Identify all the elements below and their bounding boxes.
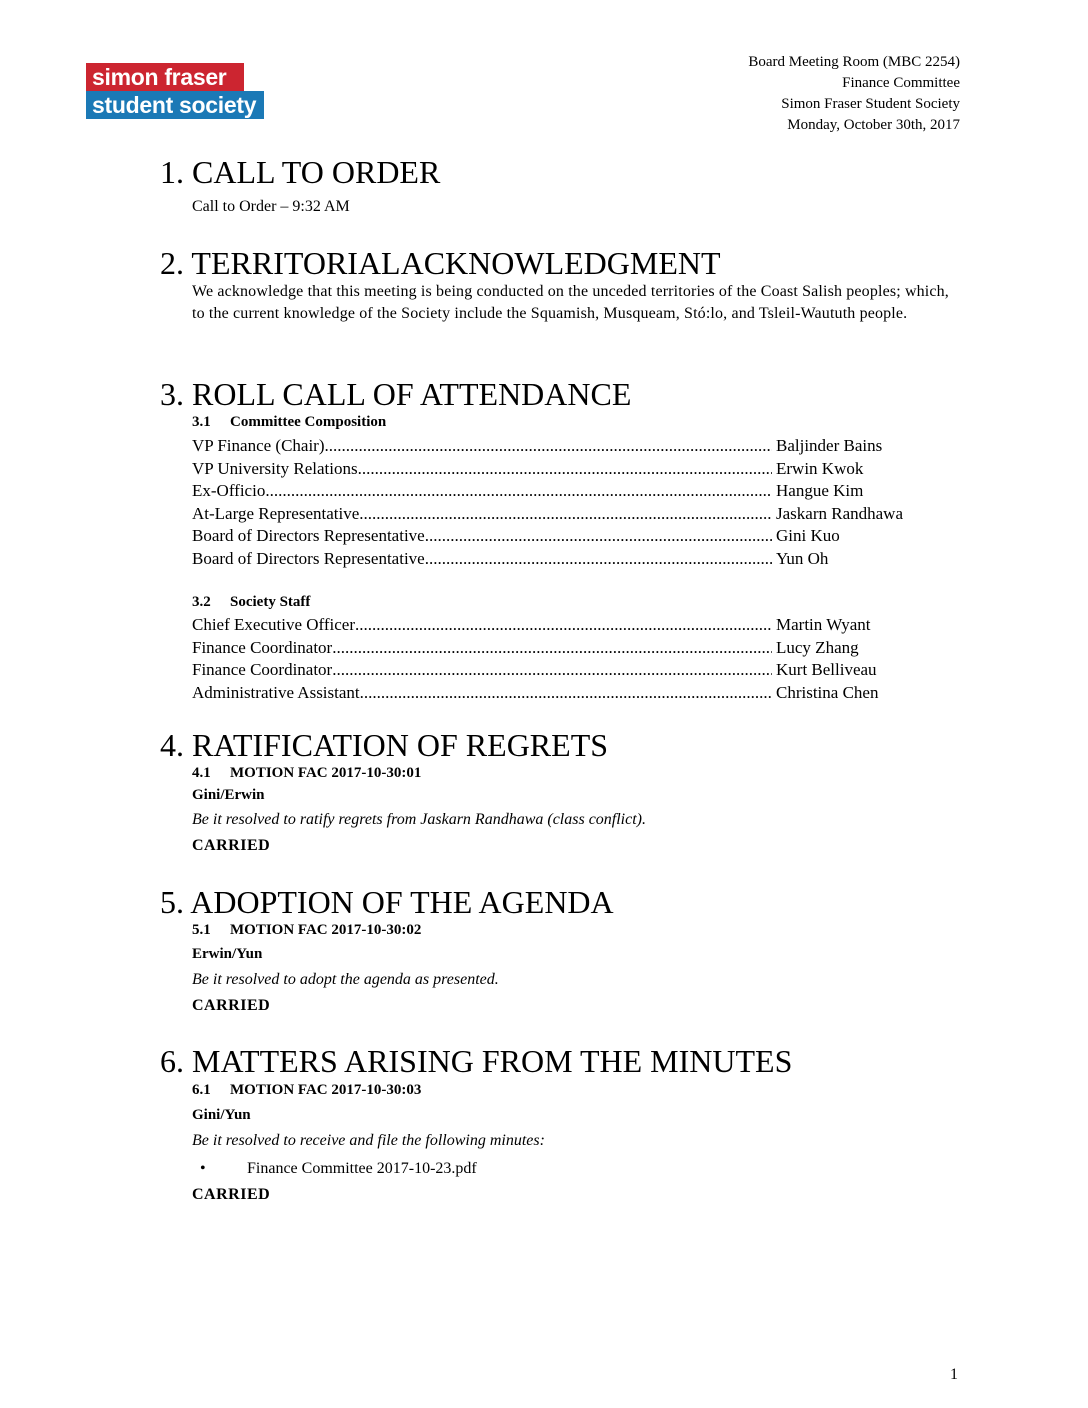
dot-leader <box>355 614 772 637</box>
motion-number: 6.1 <box>192 1082 211 1098</box>
subheading-number: 3.1 <box>192 414 211 430</box>
roll-role: VP University Relations <box>192 458 358 478</box>
sfss-logo <box>86 63 266 119</box>
roll-role: Finance Coordinator <box>192 660 333 679</box>
roll-role: Ex-Officio <box>192 481 266 500</box>
organization-name: Simon Fraser Student Society <box>781 96 960 112</box>
section-heading-adoption: 5. ADOPTION OF THE AGENDA <box>160 884 614 920</box>
motion-number: 5.1 <box>192 922 211 938</box>
section-heading-call-to-order: 1. CALL TO ORDER <box>160 154 441 190</box>
roll-row <box>192 480 952 503</box>
motion-heading <box>192 1082 421 1099</box>
minutes-list-item <box>200 1160 477 1178</box>
minutes-file-name: Finance Committee 2017-10-23.pdf <box>247 1160 477 1177</box>
dot-leader <box>332 637 772 660</box>
dot-leader <box>425 548 772 571</box>
motion-heading <box>192 765 421 782</box>
motion-movers: Gini/Yun <box>192 1107 251 1123</box>
motion-text: Be it resolved to adopt the agenda as presented. <box>192 971 499 988</box>
dot-leader <box>325 435 772 458</box>
roll-row <box>192 525 952 548</box>
subheading-society-staff <box>192 594 310 611</box>
motion-movers: Gini/Erwin <box>192 787 265 803</box>
roll-role: Board of Directors Representative <box>192 526 425 545</box>
call-to-order-text: Call to Order – 9:32 AM <box>192 198 350 215</box>
subheading-label: Society Staff <box>230 594 311 610</box>
roll-name: Yun Oh <box>776 548 829 568</box>
roll-role: VP Finance (Chair) <box>192 436 325 455</box>
dot-leader <box>425 525 772 548</box>
motion-result: CARRIED <box>192 837 271 854</box>
dot-leader <box>332 659 772 682</box>
roll-name: Lucy Zhang <box>776 637 859 657</box>
section-heading-roll-call: 3. ROLL CALL OF ATTENDANCE <box>160 376 632 412</box>
roll-role: Finance Coordinator <box>192 637 333 657</box>
roll-name: Jaskarn Randhawa <box>776 503 903 523</box>
roll-role: Chief Executive Officer <box>192 615 356 634</box>
roll-name: Christina Chen <box>776 682 879 702</box>
section-heading-territorial: 2. TERRITORIALACKNOWLEDGMENT <box>160 245 721 281</box>
roll-row <box>192 659 952 682</box>
roll-row <box>192 503 952 526</box>
committee-name: Finance Committee <box>842 75 960 91</box>
dot-leader <box>359 503 772 526</box>
roll-role: Administrative Assistant <box>192 682 360 702</box>
roll-name: Erwin Kwok <box>776 458 864 478</box>
roll-row <box>192 682 952 705</box>
roll-name: Hangue Kim <box>776 481 864 500</box>
motion-text: Be it resolved to ratify regrets from Jaskarn Randhawa (class conflict). <box>192 811 646 828</box>
section-heading-matters-arising: 6. MATTERS ARISING FROM THE MINUTES <box>160 1043 793 1079</box>
society-staff-list <box>192 614 952 704</box>
subheading-committee-composition <box>192 414 386 431</box>
meeting-location: Board Meeting Room (MBC 2254) <box>748 54 960 70</box>
roll-row <box>192 548 952 571</box>
subheading-number: 3.2 <box>192 594 211 610</box>
motion-movers: Erwin/Yun <box>192 946 263 962</box>
bullet-icon: • <box>200 1160 206 1177</box>
section-heading-ratification: 4. RATIFICATION OF REGRETS <box>160 727 609 763</box>
roll-row <box>192 614 952 637</box>
motion-number: 4.1 <box>192 765 211 781</box>
dot-leader <box>360 682 772 705</box>
meeting-header <box>748 52 960 136</box>
roll-role: At-Large Representative <box>192 503 360 523</box>
roll-role: Board of Directors Representative <box>192 548 425 568</box>
dot-leader <box>358 458 772 481</box>
motion-result: CARRIED <box>192 1186 271 1203</box>
roll-name: Baljinder Bains <box>776 436 883 455</box>
motion-text: Be it resolved to receive and file the following minutes: <box>192 1132 545 1149</box>
roll-row <box>192 637 952 660</box>
territorial-acknowledgment-text: We acknowledge that this meeting is being conducted on the unceded territories of the Coast Salish peoples; which, to the current knowledge of the Society include the Squamish, Musqueam, Stó:lo, and Tsleil-Waututh people. <box>192 283 949 322</box>
motion-id: MOTION FAC 2017-10-30:03 <box>230 1082 422 1098</box>
page-number: 1 <box>950 1366 958 1383</box>
meeting-date: Monday, October 30th, 2017 <box>787 117 960 133</box>
roll-row <box>192 458 952 481</box>
motion-result: CARRIED <box>192 997 271 1014</box>
motion-id: MOTION FAC 2017-10-30:02 <box>230 922 422 938</box>
logo-line-2: student society <box>86 91 264 119</box>
motion-id: MOTION FAC 2017-10-30:01 <box>230 765 422 781</box>
roll-name: Kurt Belliveau <box>776 660 877 679</box>
roll-name: Martin Wyant <box>776 615 871 634</box>
motion-heading <box>192 922 421 939</box>
subheading-label: Committee Composition <box>230 414 387 430</box>
roll-row <box>192 435 952 458</box>
roll-name: Gini Kuo <box>776 526 840 545</box>
committee-composition-list <box>192 435 952 570</box>
logo-line-1: simon fraser <box>86 63 244 91</box>
dot-leader <box>265 480 772 503</box>
